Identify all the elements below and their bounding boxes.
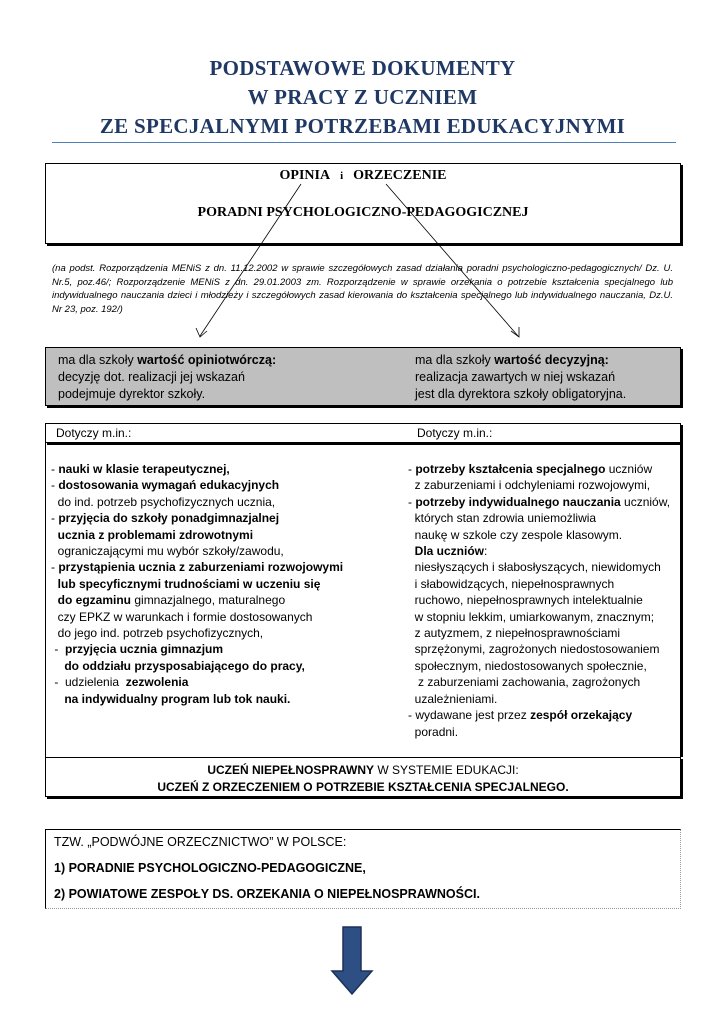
list-item-bold: potrzeby kształcenia specjalnego (415, 462, 606, 476)
poradni-label: PORADNI PSYCHOLOGICZNO-PEDAGOGICZNEJ (197, 205, 529, 220)
ruling-value-prefix: ma dla szkoły (415, 353, 495, 367)
double-ruling-intro: TZW. „PODWÓJNE ORZECZNICTWO” W POLSCE: (54, 835, 347, 849)
list-item-text: i słabowidzących, niepełnosprawnych (414, 576, 615, 591)
list-item-prefix (51, 528, 58, 542)
ruling-concern-item (408, 625, 670, 641)
list-item-prefix: - udzielenia (51, 675, 126, 690)
list-item-prefix (408, 511, 415, 525)
conjunction-label: i (340, 170, 344, 182)
ruling-value-column (415, 352, 626, 403)
arrow-head-left (196, 328, 207, 337)
opinion-concern-item (51, 592, 343, 608)
list-item-prefix: - (51, 642, 65, 657)
list-item-text: : (484, 544, 488, 559)
list-item-prefix (408, 626, 415, 640)
opinion-concern-item (51, 691, 343, 707)
list-item-bold-extra: zespół orzekający (530, 708, 633, 723)
list-item-text: sprzężonymi, zagrożonych niedostosowaniem (414, 642, 660, 657)
list-item-text: w stopniu lekkim, umiarkowanym, znacznym; (414, 609, 655, 624)
list-item-prefix (51, 692, 64, 706)
title-line-2: W PRACY Z UCZNIEM (247, 85, 478, 109)
list-item-text: społecznym, niedostosowanych społecznie, (414, 658, 647, 673)
ruling-concern-item (408, 576, 670, 592)
list-item-prefix (408, 659, 415, 673)
title-line-3: ZE SPECJALNYMI POTRZEBAMI EDUKACYJNYMI (99, 114, 626, 138)
list-item-text: do jego ind. potrzeb psychofizycznych, (57, 626, 264, 641)
left-concerns-header: Dotyczy m.in.: (56, 426, 132, 440)
list-item-text: naukę w szkole czy zespole klasowym. (414, 527, 623, 542)
ruling-concern-item (408, 658, 670, 674)
concerns-header-box (45, 423, 681, 443)
opinia-label: OPINIA (279, 168, 331, 183)
legal-basis-note: (na podst. Rozporządzenia MENiS z dn. 11.12.2002 w sprawie szczegółowych zasad działania poradni psychologiczno-pedagogicznych/ Dz. U. Nr.5, poz.46/; Rozporządzenie MENiS z dn. 29.01.2003 zm. Rozporządzenie w sprawie orzekania o potrzebie kształcenia specjalnego lub indywidualnego nauczania dzieci i młodzieży i szczegółowych zasad kierowania do kształcenia specjalnego lub indywidualnego nauczania, Dz.U. Nr 23, poz. 192/) (52, 263, 673, 315)
opinion-concern-item (51, 576, 343, 592)
list-item-bold: ucznia z problemami zdrowotnymi (57, 527, 254, 542)
ruling-concern-item (408, 461, 670, 477)
list-item-prefix: - (408, 708, 416, 723)
value-comparison-box (45, 347, 681, 406)
list-item-prefix (408, 692, 415, 706)
list-item-bold: do egzaminu (57, 593, 132, 608)
list-item-prefix (51, 659, 64, 673)
down-arrow-icon (330, 925, 374, 997)
opinion-concern-item (51, 641, 343, 657)
ruling-concern-item (408, 724, 670, 740)
list-item-text: uzależnieniami. (414, 691, 498, 706)
list-item-bold: na indywidualny program lub tok nauki. (64, 691, 291, 706)
list-item-bold: zezwolenia (125, 675, 189, 690)
list-item-prefix (408, 478, 415, 492)
list-item-prefix (408, 725, 415, 739)
list-item-prefix (408, 593, 415, 607)
list-item-prefix: - (51, 560, 59, 575)
opinion-concern-item (51, 625, 343, 641)
list-item-text: z zaburzeniami i odchyleniami rozwojowymi, (414, 478, 651, 493)
list-item-bold: przystąpienia ucznia z zaburzeniami rozwojowymi (58, 560, 344, 575)
list-item-prefix (51, 610, 58, 624)
list-item-prefix (51, 495, 58, 509)
ruling-concern-item (408, 592, 670, 608)
opinion-concern-item (51, 510, 343, 526)
list-item-bold: potrzeby indywidualnego nauczania (415, 494, 621, 509)
ruling-concerns-list (408, 461, 670, 740)
opinion-concern-item (51, 609, 343, 625)
list-item-text: z autyzmem, z niepełnosprawnościami (414, 626, 621, 641)
ruling-concern-item (408, 510, 670, 526)
list-item-text: z zaburzeniami zachowania, zagrożonych (414, 675, 641, 690)
list-item-bold: przyjęcia ucznia gimnazjum (65, 642, 224, 657)
right-concerns-header: Dotyczy m.in.: (417, 426, 493, 440)
list-item-bold: dostosowania wymagań edukacyjnych (58, 478, 280, 493)
list-item-text: wydawane jest przez (415, 708, 531, 723)
list-item-text: których stan zdrowia uniemożliwia (414, 511, 597, 526)
list-item-text: uczniów (605, 462, 653, 476)
title-line-1: PODSTAWOWE DOKUMENTY (209, 56, 516, 80)
system-rest: W SYSTEMIE EDUKACJI: (374, 763, 519, 777)
system-bold: UCZEŃ NIEPEŁNOSPRAWNY (207, 763, 374, 777)
ruling-value-line3: jest dla dyrektora szkoły obligatoryjna. (415, 387, 627, 401)
list-item-text: uczniów, (620, 494, 671, 509)
opinion-concern-item (51, 477, 343, 493)
list-item-prefix (408, 675, 415, 689)
list-item-bold: przyjęcia do szkoły ponadgimnazjalnej (58, 511, 280, 526)
opinion-concerns-list (51, 461, 343, 707)
list-item-prefix (51, 544, 58, 558)
list-item-bold: Dla uczniów (414, 544, 485, 559)
system-line2: UCZEŃ Z ORZECZENIEM O POTRZEBIE KSZTAŁCENIA SPECJALNEGO. (157, 780, 569, 794)
ruling-concern-item (408, 707, 670, 723)
ruling-value-line2: realizacja zawartych w niej wskazań (415, 370, 616, 384)
double-ruling-item-2: 2) POWIATOWE ZESPOŁY DS. ORZEKANIA O NIEPEŁNOSPRAWNOŚCI. (54, 887, 480, 901)
ruling-concern-item (408, 691, 670, 707)
list-item-prefix (408, 577, 415, 591)
list-item-text: ograniczającymi mu wybór szkoły/zawodu, (57, 544, 284, 559)
list-item-prefix (408, 544, 415, 558)
list-item-prefix: - (408, 494, 416, 509)
list-item-prefix (408, 560, 415, 574)
opinion-concern-item (51, 543, 343, 559)
double-ruling-item-1: 1) PORADNIE PSYCHOLOGICZNO-PEDAGOGICZNE, (54, 861, 366, 875)
list-item-bold: nauki w klasie terapeutycznej, (58, 462, 230, 476)
ruling-concern-item (408, 543, 670, 559)
double-ruling-box (45, 829, 681, 909)
ruling-concern-item (408, 527, 670, 543)
opinion-value-bold: wartość opiniotwórczą: (137, 353, 277, 367)
ruling-concern-item (408, 609, 670, 625)
ruling-value-bold: wartość decyzyjną: (494, 353, 609, 367)
list-item-prefix: - (51, 511, 59, 526)
list-item-prefix (51, 577, 58, 591)
list-item-bold: do oddziału przysposabiającego do pracy, (64, 658, 305, 673)
list-item-text: poradni. (414, 724, 459, 739)
opinion-concern-item (51, 559, 343, 575)
opinion-value-line2: decyzję dot. realizacji jej wskazań (58, 370, 245, 384)
list-item-bold: lub specyficznymi trudnościami w uczeniu się (57, 576, 321, 591)
list-item-text: gimnazjalnego, maturalnego (131, 593, 286, 608)
list-item-text: ruchowo, niepełnosprawnych intelektualnie (414, 593, 643, 608)
list-item-prefix: - (51, 462, 59, 476)
ruling-concern-item (408, 477, 670, 493)
opinion-concern-item (51, 527, 343, 543)
opinion-concern-item (51, 658, 343, 674)
opinion-concern-item (51, 494, 343, 510)
list-item-prefix (51, 626, 58, 640)
ruling-concern-item (408, 641, 670, 657)
list-item-prefix (51, 593, 58, 607)
list-item-text: czy EPKZ w warunkach i formie dostosowanych (57, 609, 313, 624)
ruling-concern-item (408, 674, 670, 690)
list-item-prefix: - (51, 478, 59, 493)
list-item-prefix (408, 528, 415, 542)
opinion-concern-item (51, 674, 343, 690)
list-item-prefix: - (408, 462, 416, 476)
orzeczenie-label: ORZECZENIE (353, 168, 447, 183)
opinion-value-column (58, 352, 276, 403)
opinion-value-line3: podejmuje dyrektor szkoły. (58, 387, 206, 401)
opinion-concern-item (51, 461, 343, 477)
opinion-value-prefix: ma dla szkoły (58, 353, 138, 367)
list-item-text: do ind. potrzeb psychofizycznych ucznia, (57, 494, 276, 509)
list-item-prefix (408, 610, 415, 624)
list-item-prefix (408, 642, 415, 656)
ruling-concern-item (408, 494, 670, 510)
ruling-concern-item (408, 559, 670, 575)
list-item-text: niesłyszących i słabosłyszących, niewidomych (414, 560, 661, 575)
education-system-box (45, 757, 681, 797)
